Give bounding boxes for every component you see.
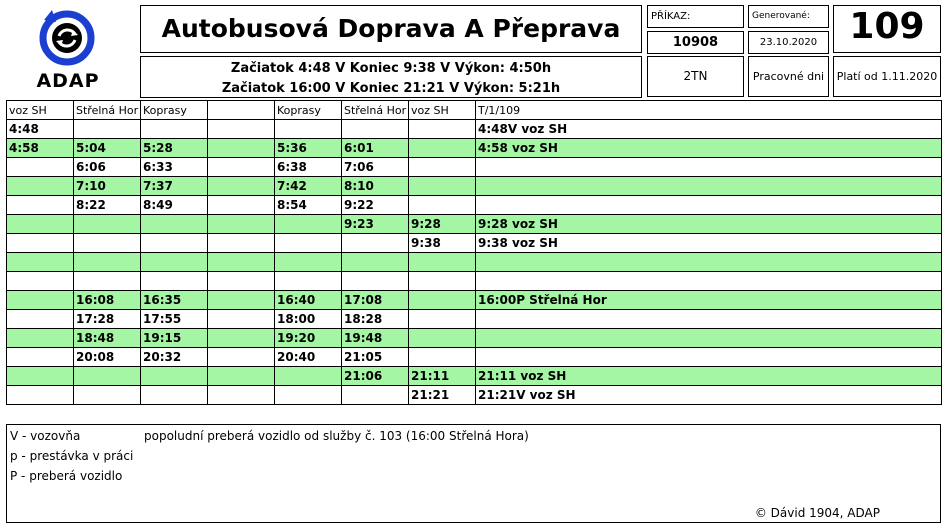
route-code: 2TN — [647, 56, 744, 97]
table-cell: 19:15 — [141, 329, 208, 348]
table-cell — [409, 310, 476, 329]
legend-p-big: P - preberá vozidlo — [10, 469, 123, 483]
table-cell: 18:28 — [342, 310, 409, 329]
table-cell — [74, 272, 141, 291]
table-cell — [141, 253, 208, 272]
table-cell: 21:21 — [409, 386, 476, 405]
table-cell — [476, 177, 942, 196]
legend-note: popoludní preberá vozidlo od služby č. 103 (16:00 Střelná Hora) — [144, 429, 529, 443]
table-cell: 7:42 — [275, 177, 342, 196]
table-cell: 21:06 — [342, 367, 409, 386]
table-cell: 6:06 — [74, 158, 141, 177]
table-cell — [7, 310, 74, 329]
table-row — [7, 196, 942, 215]
prikaz-value: 10908 — [647, 31, 744, 54]
table-cell — [476, 196, 942, 215]
table-cell — [409, 177, 476, 196]
column-header: voz SH — [7, 101, 74, 120]
table-cell — [476, 348, 942, 367]
table-cell — [476, 310, 942, 329]
table-cell: 19:20 — [275, 329, 342, 348]
table-row — [7, 234, 942, 253]
column-header: Střelná Hor — [74, 101, 141, 120]
table-cell: 8:54 — [275, 196, 342, 215]
table-cell — [208, 367, 275, 386]
table-cell: 20:40 — [275, 348, 342, 367]
table-cell: 16:35 — [141, 291, 208, 310]
copyright: © Dávid 1904, ADAP — [754, 506, 880, 520]
table-cell — [208, 310, 275, 329]
table-cell — [208, 272, 275, 291]
column-header: T/1/109 — [476, 101, 942, 120]
logo-text: ADAP — [36, 70, 100, 92]
table-row — [7, 253, 942, 272]
table-cell — [7, 272, 74, 291]
table-cell — [342, 253, 409, 272]
table-cell — [342, 234, 409, 253]
table-cell: 4:58 — [7, 139, 74, 158]
adap-logo-icon — [32, 6, 102, 70]
valid-from: Platí od 1.11.2020 — [833, 56, 941, 97]
table-cell: 21:21V voz SH — [476, 386, 942, 405]
table-cell — [476, 272, 942, 291]
column-header: Koprasy — [141, 101, 208, 120]
table-cell — [141, 386, 208, 405]
table-cell — [7, 253, 74, 272]
table-cell — [74, 234, 141, 253]
table-row — [7, 177, 942, 196]
table-cell: 9:23 — [342, 215, 409, 234]
table-cell: 17:28 — [74, 310, 141, 329]
table-cell — [7, 329, 74, 348]
table-cell — [74, 253, 141, 272]
table-cell — [7, 386, 74, 405]
table-cell: 6:01 — [342, 139, 409, 158]
column-header: Koprasy — [275, 101, 342, 120]
table-cell: 9:22 — [342, 196, 409, 215]
table-cell: 18:00 — [275, 310, 342, 329]
table-cell — [74, 215, 141, 234]
table-cell: 19:48 — [342, 329, 409, 348]
adap-logo — [8, 6, 128, 94]
table-cell — [409, 120, 476, 139]
table-cell — [208, 158, 275, 177]
table-cell — [476, 253, 942, 272]
table-row — [7, 386, 942, 405]
table-cell — [476, 158, 942, 177]
table-cell — [409, 291, 476, 310]
table-cell: 4:48V voz SH — [476, 120, 942, 139]
table-cell — [7, 348, 74, 367]
table-cell: 8:22 — [74, 196, 141, 215]
table-cell: 9:28 — [409, 215, 476, 234]
column-header — [208, 101, 275, 120]
table-row — [7, 120, 942, 139]
table-cell: 20:32 — [141, 348, 208, 367]
table-cell — [409, 253, 476, 272]
table-row — [7, 348, 942, 367]
route-number: 109 — [833, 5, 941, 53]
table-cell: 16:00P Střelná Hor — [476, 291, 942, 310]
table-cell — [208, 348, 275, 367]
table-cell — [141, 367, 208, 386]
table-cell — [275, 215, 342, 234]
legend-p-small: p - prestávka v práci — [10, 449, 134, 463]
table-cell: 4:58 voz SH — [476, 139, 942, 158]
column-header: voz SH — [409, 101, 476, 120]
shift-line-2: Začiatok 16:00 V Koniec 21:21 V Výkon: 5:21h — [221, 81, 561, 96]
table-cell — [409, 158, 476, 177]
table-cell: 7:37 — [141, 177, 208, 196]
table-cell: 21:05 — [342, 348, 409, 367]
table-cell — [409, 196, 476, 215]
table-cell — [342, 120, 409, 139]
table-cell: 4:48 — [7, 120, 74, 139]
table-cell — [7, 215, 74, 234]
table-cell — [208, 386, 275, 405]
table-cell: 5:28 — [141, 139, 208, 158]
table-cell: 8:10 — [342, 177, 409, 196]
table-cell — [275, 272, 342, 291]
timetable-header-row — [7, 101, 942, 120]
table-cell — [275, 120, 342, 139]
table-cell: 8:49 — [141, 196, 208, 215]
table-cell — [208, 253, 275, 272]
table-cell — [141, 234, 208, 253]
table-cell — [275, 253, 342, 272]
shift-line-1: Začiatok 4:48 V Koniec 9:38 V Výkon: 4:50h — [230, 61, 552, 76]
table-cell — [208, 215, 275, 234]
table-cell: 21:11 voz SH — [476, 367, 942, 386]
table-row — [7, 291, 942, 310]
generovane-value: 23.10.2020 — [748, 31, 829, 54]
table-cell — [7, 367, 74, 386]
day-type: Pracovné dni — [748, 56, 829, 97]
generovane-label: Generované: — [748, 5, 829, 28]
table-cell: 5:04 — [74, 139, 141, 158]
table-cell: 7:10 — [74, 177, 141, 196]
page-title: Autobusová Doprava A Přeprava — [140, 5, 642, 53]
table-cell — [208, 120, 275, 139]
table-cell: 20:08 — [74, 348, 141, 367]
table-cell — [141, 272, 208, 291]
table-cell — [74, 120, 141, 139]
shift-summary — [140, 56, 642, 98]
legend — [6, 424, 941, 523]
table-cell: 6:33 — [141, 158, 208, 177]
table-cell: 7:06 — [342, 158, 409, 177]
timetable — [6, 100, 942, 405]
table-cell: 21:11 — [409, 367, 476, 386]
table-cell — [141, 120, 208, 139]
table-cell — [208, 139, 275, 158]
table-cell: 18:48 — [74, 329, 141, 348]
table-cell — [7, 158, 74, 177]
table-cell: 9:28 voz SH — [476, 215, 942, 234]
table-cell — [7, 196, 74, 215]
table-cell: 16:08 — [74, 291, 141, 310]
table-row — [7, 310, 942, 329]
table-cell: 9:38 voz SH — [476, 234, 942, 253]
table-cell — [409, 348, 476, 367]
table-cell — [7, 177, 74, 196]
table-cell — [342, 386, 409, 405]
table-row — [7, 367, 942, 386]
table-cell — [208, 177, 275, 196]
table-cell — [74, 367, 141, 386]
table-row — [7, 329, 942, 348]
table-cell — [141, 215, 208, 234]
table-cell — [476, 329, 942, 348]
table-cell — [7, 291, 74, 310]
table-cell — [275, 367, 342, 386]
table-cell — [208, 291, 275, 310]
table-cell — [208, 234, 275, 253]
table-cell — [208, 196, 275, 215]
table-cell — [74, 386, 141, 405]
table-row — [7, 158, 942, 177]
legend-v: V - vozovňa — [10, 429, 81, 443]
table-cell: 17:55 — [141, 310, 208, 329]
prikaz-label: PŘÍKAZ: — [647, 5, 744, 28]
table-cell — [7, 234, 74, 253]
table-cell — [275, 234, 342, 253]
table-row — [7, 272, 942, 291]
table-cell: 5:36 — [275, 139, 342, 158]
table-cell — [409, 272, 476, 291]
table-row — [7, 139, 942, 158]
table-cell: 17:08 — [342, 291, 409, 310]
table-cell: 16:40 — [275, 291, 342, 310]
table-cell: 6:38 — [275, 158, 342, 177]
column-header: Střelná Hor — [342, 101, 409, 120]
table-cell — [275, 386, 342, 405]
table-cell — [208, 329, 275, 348]
table-cell — [342, 272, 409, 291]
table-cell: 9:38 — [409, 234, 476, 253]
table-cell — [409, 139, 476, 158]
table-row — [7, 215, 942, 234]
table-cell — [409, 329, 476, 348]
